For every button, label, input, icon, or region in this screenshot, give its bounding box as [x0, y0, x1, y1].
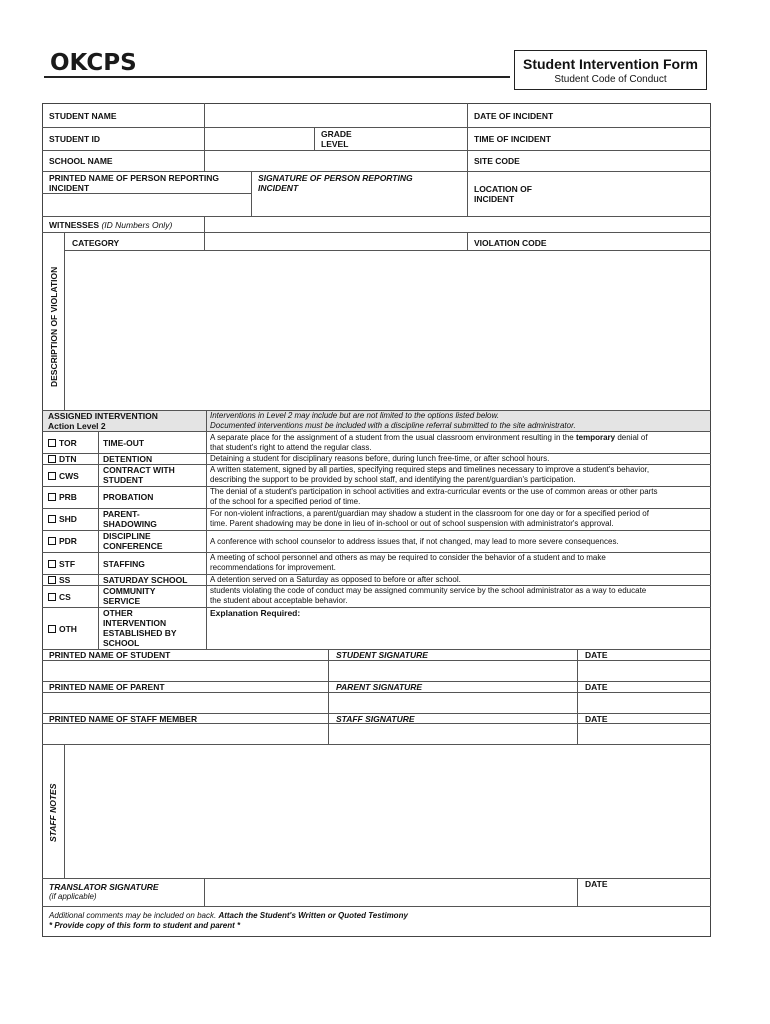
intervention-desc: students violating the code of conduct may be assigned community service by the school administrator as a way to educate	[210, 586, 647, 595]
printed-name-staff-label: PRINTED NAME OF STAFF MEMBER	[49, 714, 198, 724]
violation-code-label: VIOLATION CODE	[474, 238, 547, 248]
intervention-name: COMMUNITY SERVICE	[103, 586, 156, 606]
intervention-note-1: Interventions in Level 2 may include but are not limited to the options listed below.	[210, 411, 500, 420]
checkbox-icon	[48, 493, 56, 501]
intervention-name: DETENTION	[103, 454, 153, 464]
checkbox-icon	[48, 593, 56, 601]
intervention-note-2: Documented interventions must be included with a discipline referral submitted to the site administrator.	[210, 421, 576, 430]
intervention-desc: of the school for a specified period of time.	[210, 497, 361, 506]
intervention-code-cws[interactable]: CWS	[48, 471, 79, 481]
intervention-code-dtn[interactable]: DTN	[48, 454, 76, 464]
student-signature-field[interactable]	[329, 661, 576, 681]
intervention-desc: time. Parent shadowing may be done in lieu of in-school or out of school suspension with administrator's approval.	[210, 519, 614, 528]
student-id-label: STUDENT ID	[49, 134, 100, 144]
witnesses-field[interactable]	[205, 217, 710, 232]
printed-name-parent-field[interactable]	[43, 693, 327, 713]
logo-rule	[44, 76, 510, 78]
intervention-name: OTHER INTERVENTION ESTABLISHED BY SCHOOL	[103, 608, 177, 648]
school-name-field[interactable]	[205, 151, 466, 171]
intervention-desc: A written statement, signed by all parties, specifying required steps and timelines necessary to improve a student's behavior,	[210, 465, 650, 474]
intervention-desc: Detaining a student for disciplinary reasons before, during lunch free-time, or after school hours.	[210, 454, 550, 463]
checkbox-icon	[48, 560, 56, 568]
intervention-name: STAFFING	[103, 559, 145, 569]
intervention-name: PARENT-SHADOWING	[103, 509, 157, 529]
student-name-label: STUDENT NAME	[49, 111, 117, 121]
staff-date-field[interactable]	[578, 724, 710, 744]
staff-signature-label: STAFF SIGNATURE	[336, 714, 415, 724]
intervention-name: SATURDAY SCHOOL	[103, 575, 188, 585]
translator-signature-label: TRANSLATOR SIGNATURE	[49, 882, 159, 892]
translator-date-field[interactable]	[578, 889, 710, 905]
grade-level-label: GRADE LEVEL	[321, 129, 352, 149]
intervention-desc: the student about acceptable behavior.	[210, 596, 348, 605]
footer-line-1: Additional comments may be included on back. Attach the Student's Written or Quoted Testimony	[49, 911, 408, 920]
checkbox-icon	[48, 537, 56, 545]
intervention-desc: that student's right to attend the regular class.	[210, 443, 372, 452]
intervention-code-stf[interactable]: STF	[48, 559, 75, 569]
logo: OKCPS	[50, 50, 137, 76]
printed-name-reporting-field[interactable]	[43, 194, 250, 215]
translator-note: (if applicable)	[49, 892, 97, 901]
student-signature-label: STUDENT SIGNATURE	[336, 650, 428, 660]
intervention-desc: A separate place for the assignment of a student from the usual classroom environment resulting in the temporary denial of	[210, 433, 648, 442]
staff-date-label: DATE	[585, 714, 608, 724]
checkbox-icon	[48, 439, 56, 447]
school-name-label: SCHOOL NAME	[49, 156, 113, 166]
signature-reporting-label: SIGNATURE OF PERSON REPORTING INCIDENT	[258, 173, 413, 193]
category-label: CATEGORY	[72, 238, 120, 248]
parent-date-label: DATE	[585, 682, 608, 692]
checkbox-icon	[48, 576, 56, 584]
staff-notes-field[interactable]	[65, 745, 710, 877]
action-level: Action Level 2	[48, 421, 106, 431]
printed-name-staff-field[interactable]	[43, 724, 327, 744]
student-name-field[interactable]	[205, 104, 466, 126]
intervention-code-oth[interactable]: OTH	[48, 624, 77, 634]
printed-name-parent-label: PRINTED NAME OF PARENT	[49, 682, 165, 692]
location-of-incident-label: LOCATION OF INCIDENT	[474, 184, 532, 204]
description-of-violation-label: DESCRIPTION OF VIOLATION	[49, 266, 59, 387]
intervention-name: TIME-OUT	[103, 438, 145, 448]
checkbox-icon	[48, 625, 56, 633]
intervention-desc: recommendations for improvement.	[210, 563, 336, 572]
parent-signature-label: PARENT SIGNATURE	[336, 682, 423, 692]
date-of-incident-label: DATE OF INCIDENT	[474, 111, 554, 121]
intervention-code-cs[interactable]: CS	[48, 592, 71, 602]
intervention-name: CONTRACT WITH STUDENT	[103, 465, 175, 485]
description-of-violation-field[interactable]	[65, 251, 710, 409]
assigned-intervention-heading: ASSIGNED INTERVENTION	[48, 411, 158, 421]
student-date-field[interactable]	[578, 661, 710, 681]
checkbox-icon	[48, 515, 56, 523]
printed-name-student-label: PRINTED NAME OF STUDENT	[49, 650, 171, 660]
printed-name-student-field[interactable]	[43, 661, 327, 681]
witnesses-label: WITNESSES (ID Numbers Only)	[49, 220, 173, 230]
intervention-desc: A conference with school counselor to address issues that, if not changed, may lead to more severe consequences.	[210, 537, 619, 546]
staff-signature-field[interactable]	[329, 724, 576, 744]
translator-signature-field[interactable]	[205, 879, 576, 905]
printed-name-reporting-label: PRINTED NAME OF PERSON REPORTING INCIDENT	[49, 173, 220, 193]
intervention-desc: describing the support to be provided by school staff, and identifying the parent/guardian's participation.	[210, 475, 576, 484]
intervention-code-tor[interactable]: TOR	[48, 438, 77, 448]
title-box	[514, 50, 707, 90]
checkbox-icon	[48, 472, 56, 480]
intervention-desc: A detention served on a Saturday as opposed to before or after school.	[210, 575, 461, 584]
time-of-incident-label: TIME OF INCIDENT	[474, 134, 551, 144]
intervention-desc: The denial of a student's participation in school activities and extra-curricular events or the use of common areas or other parts	[210, 487, 658, 496]
intervention-code-prb[interactable]: PRB	[48, 492, 77, 502]
intervention-code-shd[interactable]: SHD	[48, 514, 77, 524]
intervention-name: PROBATION	[103, 492, 154, 502]
parent-signature-field[interactable]	[329, 693, 576, 713]
intervention-code-ss[interactable]: SS	[48, 575, 70, 585]
intervention-code-pdr[interactable]: PDR	[48, 536, 77, 546]
intervention-desc: For non-violent infractions, a parent/guardian may shadow a student in the classroom for one day or for a specified period of	[210, 509, 649, 518]
footer-line-2: * Provide copy of this form to student and parent *	[49, 921, 241, 930]
translator-date-label: DATE	[585, 879, 608, 889]
student-date-label: DATE	[585, 650, 608, 660]
parent-date-field[interactable]	[578, 693, 710, 713]
intervention-desc: A meeting of school personnel and others as may be required to consider the behavior of a student and to make	[210, 553, 606, 562]
checkbox-icon	[48, 455, 56, 463]
staff-notes-label: STAFF NOTES	[48, 783, 58, 842]
explanation-required-label: Explanation Required:	[210, 608, 301, 618]
student-id-field[interactable]	[205, 128, 313, 150]
explanation-field[interactable]	[207, 619, 710, 648]
form-subtitle: Student Code of Conduct	[554, 74, 667, 85]
intervention-name: DISCIPLINE CONFERENCE	[103, 531, 163, 551]
form-title: Student Intervention Form	[523, 56, 698, 72]
site-code-label: SITE CODE	[474, 156, 520, 166]
